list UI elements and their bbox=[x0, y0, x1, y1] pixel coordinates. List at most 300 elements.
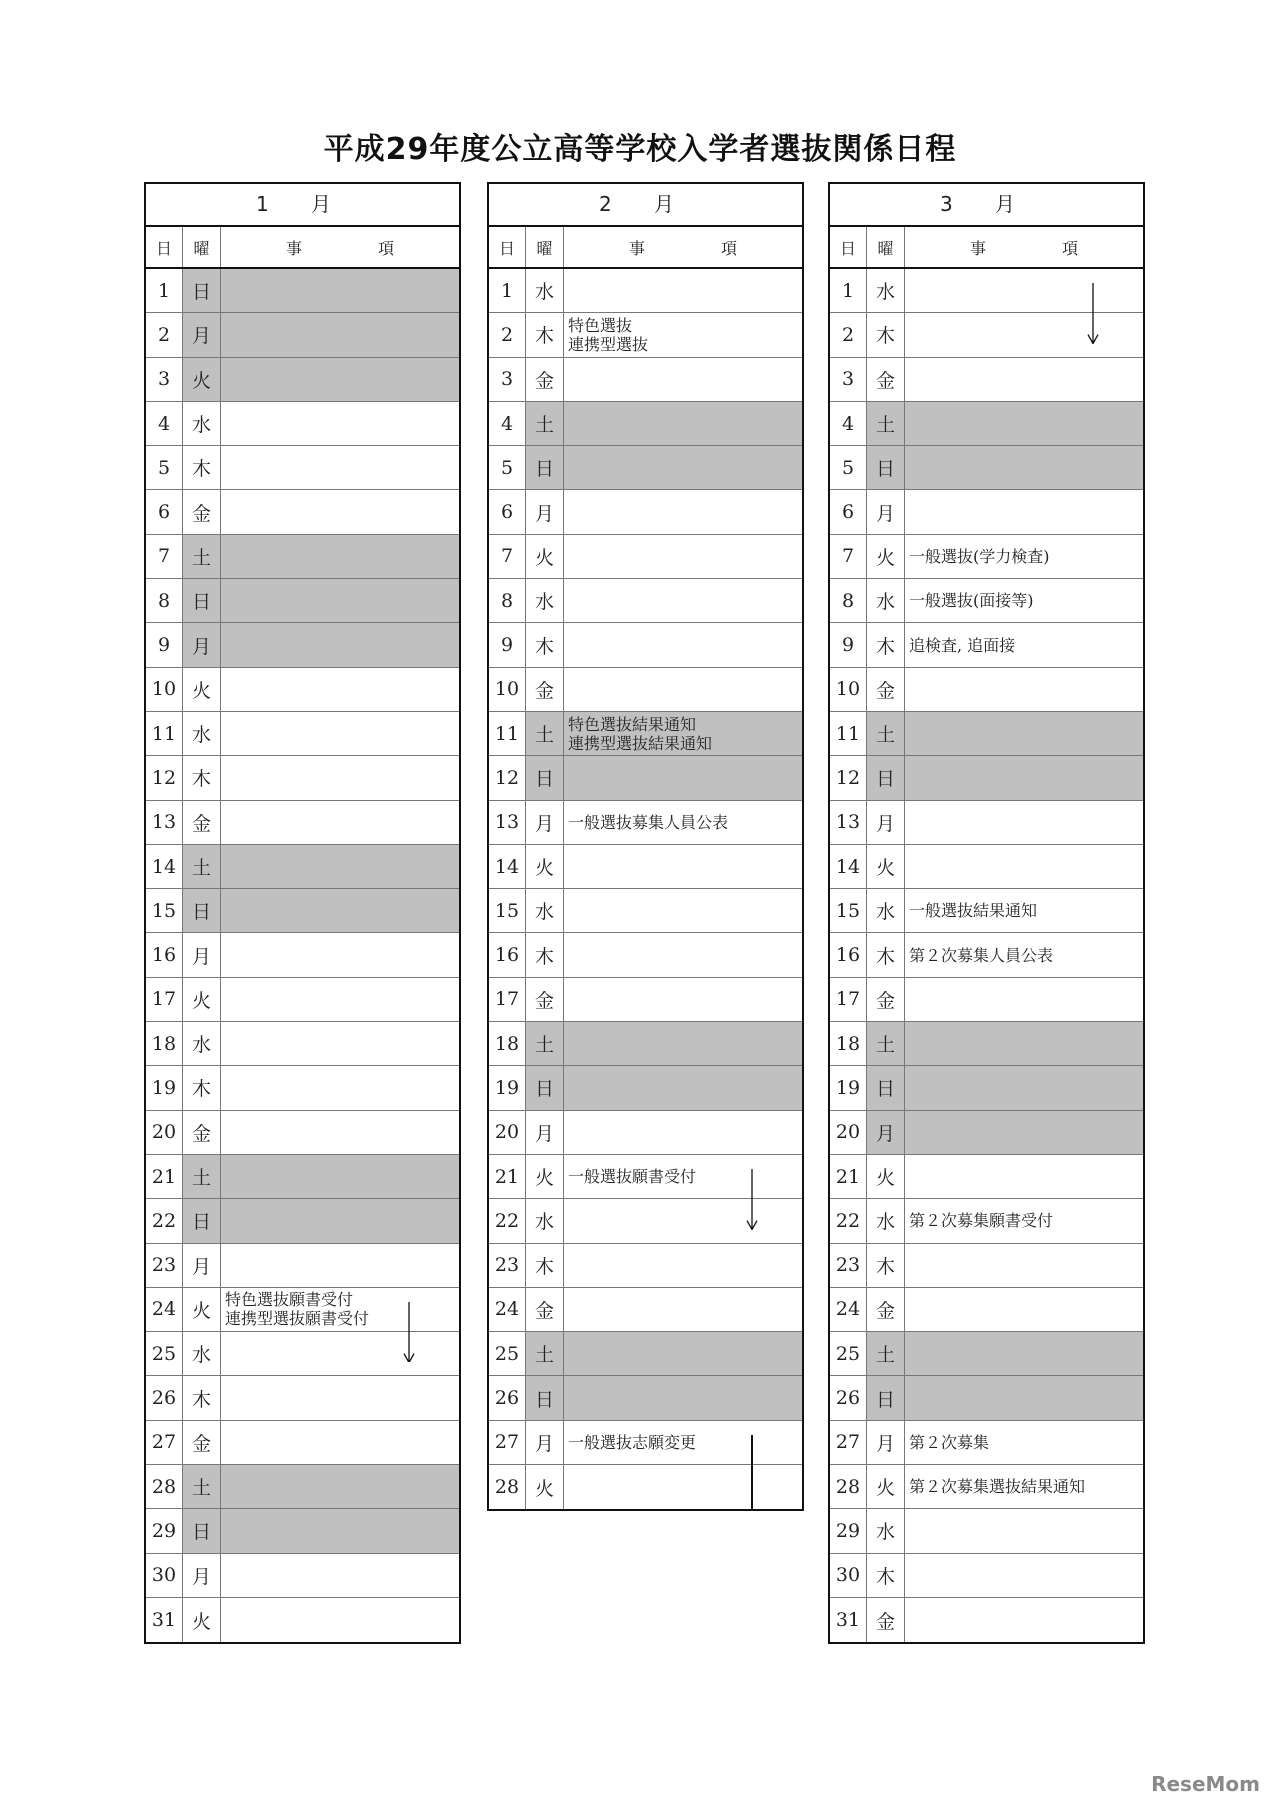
event-cell bbox=[905, 490, 1143, 533]
event-cell bbox=[905, 1554, 1143, 1597]
day-cell: 4 bbox=[830, 402, 867, 445]
table-row bbox=[146, 1066, 459, 1110]
weekday-cell: 金 bbox=[526, 358, 564, 401]
table-row bbox=[146, 1244, 459, 1288]
event-text: 連携型選抜 bbox=[568, 334, 649, 354]
table-row bbox=[146, 269, 459, 313]
day-cell: 21 bbox=[489, 1155, 526, 1198]
table-row bbox=[489, 1066, 802, 1110]
table-row bbox=[489, 269, 802, 313]
day-cell: 22 bbox=[830, 1199, 867, 1242]
day-cell: 23 bbox=[830, 1244, 867, 1287]
day-cell: 19 bbox=[489, 1066, 526, 1109]
day-cell: 19 bbox=[146, 1066, 183, 1109]
event-cell bbox=[905, 801, 1143, 844]
event-cell bbox=[221, 668, 459, 711]
weekday-cell: 火 bbox=[867, 845, 905, 888]
weekday-cell: 火 bbox=[867, 1155, 905, 1198]
column-header-row bbox=[489, 227, 802, 269]
day-cell: 7 bbox=[146, 535, 183, 578]
table-row bbox=[146, 1111, 459, 1155]
day-cell: 1 bbox=[146, 269, 183, 312]
table-row bbox=[830, 712, 1143, 756]
weekday-cell: 火 bbox=[183, 1598, 221, 1642]
weekday-cell: 土 bbox=[183, 1465, 221, 1508]
event-text: 一般選抜(面接等) bbox=[909, 591, 1034, 611]
day-cell: 14 bbox=[146, 845, 183, 888]
month-table bbox=[487, 182, 804, 1511]
column-header-weekday: 曜 bbox=[526, 227, 564, 267]
day-cell: 13 bbox=[489, 801, 526, 844]
event-text: 第２次募集人員公表 bbox=[909, 945, 1054, 965]
down-arrow-icon bbox=[403, 1302, 415, 1363]
event-text: 第２次募集 bbox=[909, 1432, 990, 1452]
column-header-row bbox=[146, 227, 459, 269]
column-header-day: 日 bbox=[830, 227, 867, 267]
day-cell: 3 bbox=[489, 358, 526, 401]
day-cell: 12 bbox=[146, 756, 183, 799]
day-cell: 3 bbox=[830, 358, 867, 401]
weekday-cell: 木 bbox=[183, 1376, 221, 1419]
event-cell bbox=[221, 1066, 459, 1109]
event-text: 一般選抜(学力検査) bbox=[909, 546, 1050, 566]
day-cell: 28 bbox=[830, 1465, 867, 1508]
day-cell: 11 bbox=[830, 712, 867, 755]
day-cell: 15 bbox=[146, 889, 183, 932]
day-cell: 24 bbox=[489, 1288, 526, 1331]
month-table bbox=[828, 182, 1145, 1644]
day-cell: 28 bbox=[146, 1465, 183, 1508]
day-cell: 31 bbox=[830, 1598, 867, 1642]
weekday-cell: 月 bbox=[183, 933, 221, 976]
weekday-cell: 水 bbox=[526, 889, 564, 932]
weekday-cell: 金 bbox=[867, 1598, 905, 1642]
weekday-cell: 月 bbox=[867, 1421, 905, 1464]
weekday-cell: 月 bbox=[183, 1244, 221, 1287]
day-cell: 25 bbox=[489, 1332, 526, 1375]
table-row bbox=[146, 1199, 459, 1243]
weekday-cell: 木 bbox=[867, 1554, 905, 1597]
event-cell bbox=[905, 845, 1143, 888]
event-cell bbox=[564, 1465, 802, 1509]
weekday-cell: 土 bbox=[526, 402, 564, 445]
table-row bbox=[830, 1554, 1143, 1598]
event-cell bbox=[221, 490, 459, 533]
weekday-cell: 水 bbox=[526, 579, 564, 622]
day-cell: 20 bbox=[146, 1111, 183, 1154]
weekday-cell: 月 bbox=[526, 490, 564, 533]
day-cell: 6 bbox=[146, 490, 183, 533]
weekday-cell: 水 bbox=[183, 402, 221, 445]
event-cell bbox=[564, 402, 802, 445]
weekday-cell: 水 bbox=[526, 1199, 564, 1242]
weekday-cell: 金 bbox=[526, 1288, 564, 1331]
event-cell bbox=[905, 358, 1143, 401]
event-cell bbox=[221, 1509, 459, 1552]
event-text: 一般選抜願書受付 bbox=[568, 1167, 697, 1187]
table-row bbox=[146, 313, 459, 357]
day-cell: 10 bbox=[146, 668, 183, 711]
event-cell bbox=[564, 1421, 802, 1464]
event-cell bbox=[905, 1465, 1143, 1508]
table-row bbox=[489, 756, 802, 800]
table-row bbox=[830, 1465, 1143, 1509]
day-cell: 25 bbox=[830, 1332, 867, 1375]
weekday-cell: 木 bbox=[526, 313, 564, 356]
event-cell bbox=[564, 1376, 802, 1419]
event-cell bbox=[221, 756, 459, 799]
day-cell: 16 bbox=[830, 933, 867, 976]
event-cell bbox=[905, 1066, 1143, 1109]
weekday-cell: 火 bbox=[526, 845, 564, 888]
weekday-cell: 土 bbox=[183, 535, 221, 578]
weekday-cell: 木 bbox=[867, 623, 905, 666]
table-row bbox=[489, 1022, 802, 1066]
weekday-cell: 木 bbox=[526, 933, 564, 976]
event-text: 連携型選抜願書受付 bbox=[225, 1309, 370, 1329]
event-cell bbox=[564, 1244, 802, 1287]
table-row bbox=[146, 446, 459, 490]
table-row bbox=[489, 358, 802, 402]
weekday-cell: 火 bbox=[183, 668, 221, 711]
weekday-cell: 水 bbox=[183, 1022, 221, 1065]
weekday-cell: 土 bbox=[183, 845, 221, 888]
day-cell: 29 bbox=[830, 1509, 867, 1552]
weekday-cell: 火 bbox=[526, 1465, 564, 1509]
event-cell bbox=[905, 933, 1143, 976]
table-row bbox=[146, 801, 459, 845]
table-row bbox=[489, 889, 802, 933]
table-row bbox=[830, 933, 1143, 977]
day-cell: 5 bbox=[489, 446, 526, 489]
weekday-cell: 木 bbox=[183, 1066, 221, 1109]
watermark-logo: ReseMom bbox=[1151, 1772, 1260, 1796]
day-cell: 2 bbox=[830, 313, 867, 356]
day-cell: 8 bbox=[489, 579, 526, 622]
table-row bbox=[489, 579, 802, 623]
day-cell: 17 bbox=[146, 978, 183, 1021]
weekday-cell: 金 bbox=[526, 668, 564, 711]
event-cell bbox=[905, 402, 1143, 445]
event-cell bbox=[221, 1155, 459, 1198]
table-row bbox=[146, 1465, 459, 1509]
event-cell bbox=[564, 623, 802, 666]
day-cell: 5 bbox=[146, 446, 183, 489]
weekday-cell: 火 bbox=[867, 1465, 905, 1508]
event-text: 特色選抜結果通知 bbox=[568, 714, 697, 734]
event-cell bbox=[221, 623, 459, 666]
event-cell bbox=[905, 269, 1143, 312]
table-row bbox=[830, 845, 1143, 889]
weekday-cell: 金 bbox=[867, 978, 905, 1021]
table-row bbox=[146, 1376, 459, 1420]
table-row bbox=[489, 668, 802, 712]
table-row bbox=[489, 490, 802, 534]
event-cell bbox=[905, 1244, 1143, 1287]
day-cell: 30 bbox=[830, 1554, 867, 1597]
day-cell: 4 bbox=[146, 402, 183, 445]
table-row bbox=[830, 1421, 1143, 1465]
weekday-cell: 木 bbox=[526, 1244, 564, 1287]
table-row bbox=[489, 1244, 802, 1288]
day-cell: 17 bbox=[489, 978, 526, 1021]
event-cell bbox=[905, 1332, 1143, 1375]
weekday-cell: 月 bbox=[183, 1554, 221, 1597]
day-cell: 12 bbox=[830, 756, 867, 799]
table-row bbox=[489, 1155, 802, 1199]
day-cell: 26 bbox=[146, 1376, 183, 1419]
event-cell bbox=[905, 889, 1143, 932]
table-row bbox=[146, 490, 459, 534]
day-cell: 13 bbox=[146, 801, 183, 844]
weekday-cell: 月 bbox=[867, 1111, 905, 1154]
table-row bbox=[489, 623, 802, 667]
event-cell bbox=[905, 1376, 1143, 1419]
day-cell: 27 bbox=[146, 1421, 183, 1464]
day-cell: 10 bbox=[830, 668, 867, 711]
weekday-cell: 木 bbox=[183, 756, 221, 799]
table-row bbox=[830, 490, 1143, 534]
weekday-cell: 金 bbox=[183, 801, 221, 844]
event-cell bbox=[564, 756, 802, 799]
day-cell: 4 bbox=[489, 402, 526, 445]
table-row bbox=[146, 668, 459, 712]
day-cell: 21 bbox=[830, 1155, 867, 1198]
weekday-cell: 木 bbox=[867, 1244, 905, 1287]
column-header-event: 事 項 bbox=[969, 238, 1079, 258]
table-row bbox=[830, 402, 1143, 446]
event-cell bbox=[564, 446, 802, 489]
table-row bbox=[830, 1022, 1143, 1066]
table-row bbox=[146, 579, 459, 623]
event-cell bbox=[564, 358, 802, 401]
event-cell bbox=[905, 1288, 1143, 1331]
weekday-cell: 日 bbox=[526, 1376, 564, 1419]
event-cell bbox=[221, 402, 459, 445]
day-cell: 9 bbox=[146, 623, 183, 666]
day-cell: 14 bbox=[830, 845, 867, 888]
table-row bbox=[146, 1288, 459, 1332]
table-row bbox=[146, 402, 459, 446]
weekday-cell: 木 bbox=[526, 623, 564, 666]
event-cell bbox=[221, 579, 459, 622]
event-cell bbox=[221, 1421, 459, 1464]
table-row bbox=[830, 535, 1143, 579]
day-cell: 18 bbox=[146, 1022, 183, 1065]
column-header-event: 事 項 bbox=[285, 238, 395, 258]
column-header-weekday: 曜 bbox=[867, 227, 905, 267]
table-row bbox=[489, 845, 802, 889]
event-text: 追検査, 追面接 bbox=[909, 635, 1016, 655]
event-cell bbox=[905, 446, 1143, 489]
weekday-cell: 水 bbox=[867, 1199, 905, 1242]
weekday-cell: 火 bbox=[183, 358, 221, 401]
event-cell bbox=[905, 1598, 1143, 1642]
weekday-cell: 木 bbox=[867, 313, 905, 356]
event-cell bbox=[221, 933, 459, 976]
weekday-cell: 土 bbox=[867, 1022, 905, 1065]
day-cell: 8 bbox=[146, 579, 183, 622]
day-cell: 17 bbox=[830, 978, 867, 1021]
table-row bbox=[146, 1022, 459, 1066]
table-row bbox=[830, 1509, 1143, 1553]
table-row bbox=[489, 1332, 802, 1376]
event-cell bbox=[564, 1199, 802, 1242]
day-cell: 9 bbox=[489, 623, 526, 666]
event-cell bbox=[564, 269, 802, 312]
weekday-cell: 火 bbox=[183, 978, 221, 1021]
table-row bbox=[489, 313, 802, 357]
day-cell: 1 bbox=[830, 269, 867, 312]
table-row bbox=[830, 1066, 1143, 1110]
weekday-cell: 水 bbox=[867, 889, 905, 932]
event-cell bbox=[564, 1022, 802, 1065]
weekday-cell: 水 bbox=[867, 269, 905, 312]
event-cell bbox=[564, 933, 802, 976]
day-cell: 2 bbox=[146, 313, 183, 356]
weekday-cell: 土 bbox=[526, 1022, 564, 1065]
weekday-cell: 土 bbox=[867, 402, 905, 445]
table-row bbox=[830, 446, 1143, 490]
event-cell bbox=[221, 1288, 459, 1331]
down-arrow-icon bbox=[1087, 283, 1099, 344]
table-row bbox=[489, 402, 802, 446]
event-cell bbox=[564, 1332, 802, 1375]
day-cell: 21 bbox=[146, 1155, 183, 1198]
table-row bbox=[489, 1288, 802, 1332]
table-row bbox=[146, 623, 459, 667]
weekday-cell: 土 bbox=[867, 712, 905, 755]
weekday-cell: 水 bbox=[526, 269, 564, 312]
event-text: 特色選抜 bbox=[568, 315, 633, 335]
column-header-row bbox=[830, 227, 1143, 269]
weekday-cell: 月 bbox=[526, 1111, 564, 1154]
day-cell: 8 bbox=[830, 579, 867, 622]
weekday-cell: 日 bbox=[867, 1066, 905, 1109]
day-cell: 25 bbox=[146, 1332, 183, 1375]
table-row bbox=[146, 1509, 459, 1553]
table-row bbox=[146, 712, 459, 756]
day-cell: 9 bbox=[830, 623, 867, 666]
event-cell bbox=[221, 1111, 459, 1154]
event-cell bbox=[221, 1199, 459, 1242]
day-cell: 27 bbox=[830, 1421, 867, 1464]
event-text: 一般選抜募集人員公表 bbox=[568, 812, 729, 832]
event-cell bbox=[905, 1509, 1143, 1552]
weekday-cell: 金 bbox=[867, 1288, 905, 1331]
period-line-icon bbox=[746, 1435, 758, 1510]
day-cell: 12 bbox=[489, 756, 526, 799]
table-row bbox=[830, 1244, 1143, 1288]
weekday-cell: 月 bbox=[526, 801, 564, 844]
day-cell: 11 bbox=[146, 712, 183, 755]
weekday-cell: 月 bbox=[526, 1421, 564, 1464]
table-row bbox=[489, 978, 802, 1022]
day-cell: 3 bbox=[146, 358, 183, 401]
event-cell bbox=[221, 1598, 459, 1642]
table-row bbox=[830, 978, 1143, 1022]
event-text: 第２次募集選抜結果通知 bbox=[909, 1477, 1086, 1497]
table-row bbox=[830, 623, 1143, 667]
day-cell: 30 bbox=[146, 1554, 183, 1597]
table-row bbox=[146, 1155, 459, 1199]
page-title: 平成29年度公立高等学校入学者選抜関係日程 bbox=[323, 132, 957, 167]
event-cell bbox=[564, 1066, 802, 1109]
table-row bbox=[146, 1598, 459, 1642]
day-cell: 29 bbox=[146, 1509, 183, 1552]
day-cell: 7 bbox=[830, 535, 867, 578]
column-header-day: 日 bbox=[146, 227, 183, 267]
weekday-cell: 水 bbox=[183, 712, 221, 755]
table-row bbox=[830, 756, 1143, 800]
event-cell bbox=[221, 313, 459, 356]
day-cell: 7 bbox=[489, 535, 526, 578]
weekday-cell: 土 bbox=[526, 1332, 564, 1375]
table-row bbox=[146, 933, 459, 977]
table-row bbox=[489, 535, 802, 579]
table-row bbox=[146, 1554, 459, 1598]
weekday-cell: 金 bbox=[183, 1421, 221, 1464]
weekday-cell: 金 bbox=[183, 490, 221, 533]
event-cell bbox=[564, 889, 802, 932]
weekday-cell: 金 bbox=[867, 668, 905, 711]
weekday-cell: 火 bbox=[867, 535, 905, 578]
event-cell bbox=[905, 623, 1143, 666]
day-cell: 10 bbox=[489, 668, 526, 711]
day-cell: 24 bbox=[146, 1288, 183, 1331]
weekday-cell: 土 bbox=[526, 712, 564, 755]
month-header: 3 月 bbox=[830, 184, 1143, 227]
table-row bbox=[146, 535, 459, 579]
event-text: 第２次募集願書受付 bbox=[909, 1211, 1054, 1231]
day-cell: 13 bbox=[830, 801, 867, 844]
event-cell bbox=[221, 1376, 459, 1419]
table-row bbox=[489, 712, 802, 756]
event-cell bbox=[905, 1155, 1143, 1198]
event-cell bbox=[905, 1199, 1143, 1242]
day-cell: 28 bbox=[489, 1465, 526, 1509]
weekday-cell: 月 bbox=[867, 801, 905, 844]
table-row bbox=[146, 845, 459, 889]
event-cell bbox=[905, 756, 1143, 799]
weekday-cell: 日 bbox=[183, 269, 221, 312]
weekday-cell: 日 bbox=[183, 889, 221, 932]
weekday-cell: 月 bbox=[867, 490, 905, 533]
day-cell: 15 bbox=[830, 889, 867, 932]
weekday-cell: 金 bbox=[867, 358, 905, 401]
table-row bbox=[830, 269, 1143, 313]
event-cell bbox=[905, 668, 1143, 711]
event-text: 一般選抜結果通知 bbox=[909, 901, 1038, 921]
down-arrow-icon bbox=[746, 1169, 758, 1230]
day-cell: 14 bbox=[489, 845, 526, 888]
event-cell bbox=[905, 712, 1143, 755]
month-header: 2 月 bbox=[489, 184, 802, 227]
weekday-cell: 日 bbox=[526, 1066, 564, 1109]
day-cell: 18 bbox=[830, 1022, 867, 1065]
day-cell: 24 bbox=[830, 1288, 867, 1331]
event-cell bbox=[221, 1554, 459, 1597]
weekday-cell: 土 bbox=[183, 1155, 221, 1198]
weekday-cell: 日 bbox=[526, 446, 564, 489]
column-header-event: 事 項 bbox=[628, 238, 738, 258]
table-row bbox=[146, 889, 459, 933]
day-cell: 1 bbox=[489, 269, 526, 312]
table-row bbox=[146, 978, 459, 1022]
day-cell: 22 bbox=[146, 1199, 183, 1242]
day-cell: 11 bbox=[489, 712, 526, 755]
weekday-cell: 日 bbox=[867, 446, 905, 489]
